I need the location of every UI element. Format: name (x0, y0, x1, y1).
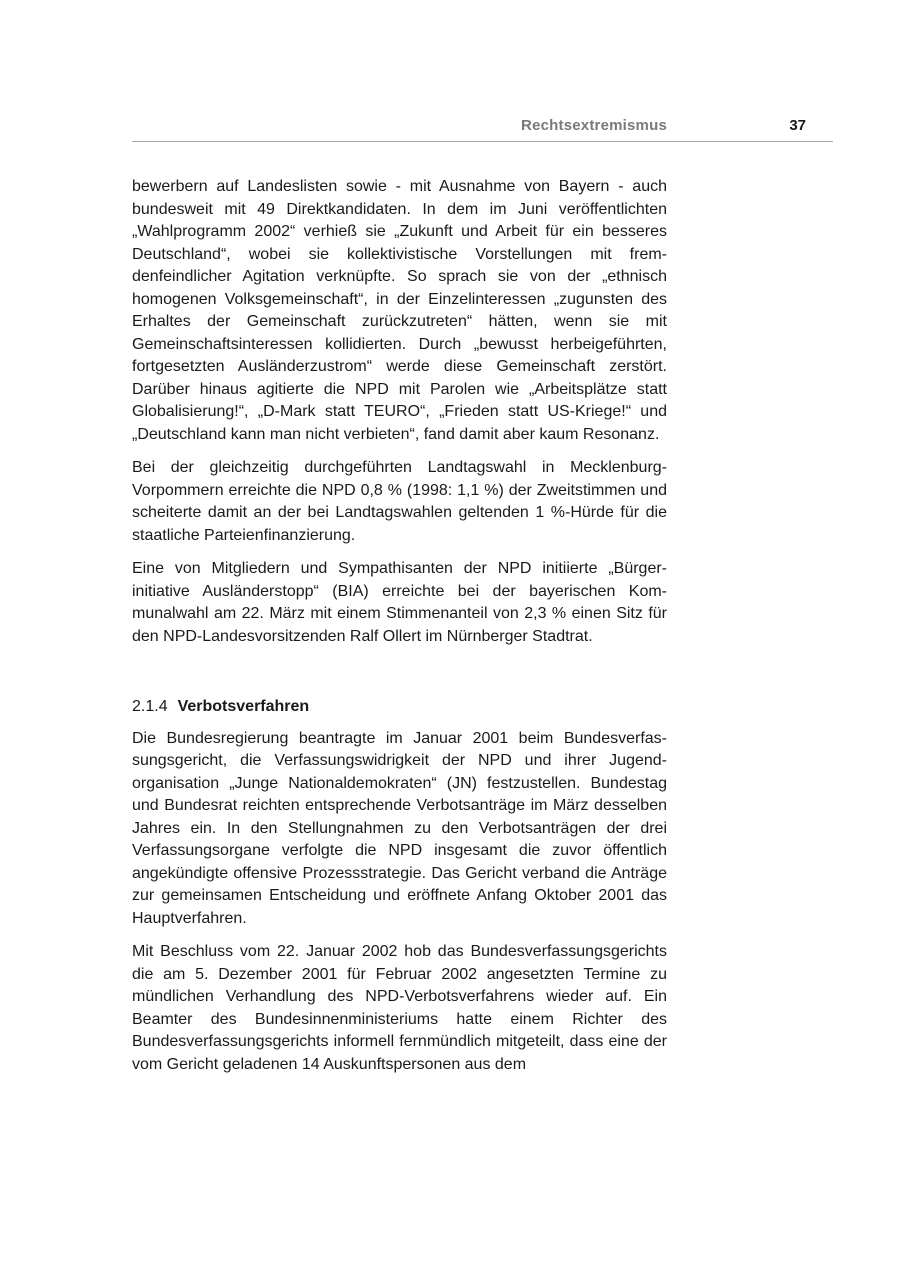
section-title: Verbotsverfahren (177, 698, 310, 715)
paragraph: bewerbern auf Landeslisten sowie - mit Ausnahme von Bayern - auch bundesweit mit 49 Direktkandidaten. In dem im Juni veröffentlichten „Wahlprogramm 2002“ verhieß sie „Zukunft und Arbeit für ein besseres Deutschland“, wobei sie kollektivistische Vorstellungen mit fremdenfeindlicher Agitation verknüpfte. So sprach sie von der „ethnisch homogenen Volksgemeinschaft“, in der Einzelinteressen „zugunsten des Erhaltes der Gemeinschaft zurückzutreten“ hätten, wenn sie mit Gemeinschaftsinteressen kollidierten. Durch „bewusst herbeigeführten, fortgesetzten Ausländerzustrom“ werde diese Gemeinschaft zerstört. Darüber hinaus agitierte die NPD mit Parolen wie „Arbeitsplätze statt Globalisierung!“, „D-Mark statt TEURO“, „Frieden statt US-Kriege!“ und „Deutschland kann man nicht verbieten“, fand damit aber kaum Resonanz. (132, 178, 667, 443)
section-heading (132, 696, 667, 719)
paragraph: Bei der gleichzeitig durchgeführten Landtagswahl in Mecklenburg-Vorpommern erreichte die NPD 0,8 % (1998: 1,1 %) der Zweitstimmen und scheiterte damit an der bei Landtagswahlen geltenden 1 %-Hürde für die staatliche Parteienfinanzierung. (132, 459, 667, 544)
page-number: 37 (789, 117, 806, 134)
body-text (132, 176, 667, 1087)
paragraph: Die Bundesregierung beantragte im Januar 2001 beim Bundesverfassungsgericht, die Verfassungswidrigkeit der NPD und ihrer Jugendorganisation „Junge Nationaldemokraten“ (JN) festzustellen. Bundestag und Bundesrat reichten entsprechende Verbotsanträge im März desselben Jahres ein. In den Stellungnahmen zu den Verbotsanträgen der drei Verfassungsorgane verfolgte die NPD insgesamt die zuvor öffentlich angekündigte offensive Prozessstrategie. Das Gericht verband die Anträge zur gemeinsamen Entscheidung und eröffnete Anfang Oktober 2001 das Hauptverfahren. (132, 729, 667, 927)
section-number: 2.1.4 (132, 698, 168, 715)
running-header-title: Rechtsextremismus (521, 117, 667, 134)
running-header (132, 117, 833, 141)
paragraph: Eine von Mitgliedern und Sympathisanten der NPD initiierte „Bürgerinitiative Ausländerstopp“ (BIA) erreichte bei der bayerischen Kommunalwahl am 22. März mit einem Stimmenanteil von 2,3 % einen Sitz für den NPD-Landesvorsitzenden Ralf Ollert im Nürnberger Stadtrat. (132, 560, 667, 645)
paragraph: Mit Beschluss vom 22. Januar 2002 hob das Bundesverfassungsgerichts die am 5. Dezember 2001 für Februar 2002 angesetzten Termine zu mündlichen Verhandlung des NPD-Verbotsverfahrens wieder auf. Ein Beamter des Bundesinnenministeriums hatte einem Richter des Bundesverfassungsgerichts informell fernmündlich mitgeteilt, dass eine der vom Gericht geladenen 14 Auskunftspersonen aus dem (132, 943, 667, 1073)
header-rule (132, 141, 833, 142)
